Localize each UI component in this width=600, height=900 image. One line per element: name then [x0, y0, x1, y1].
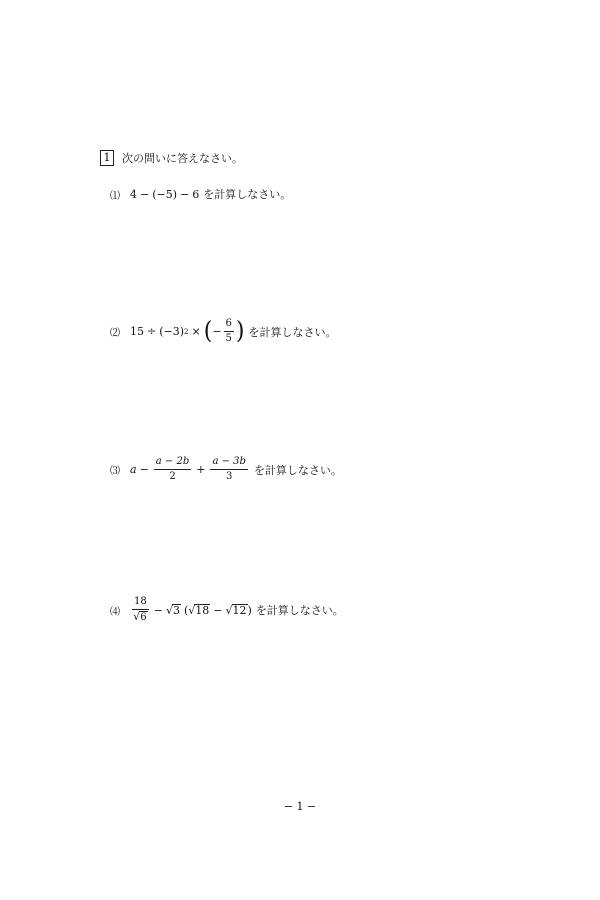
section-header [100, 150, 243, 166]
radical-sign: √ [133, 610, 141, 623]
left-paren: ( [203, 317, 213, 345]
numerator: 6 [224, 318, 234, 332]
denominator [133, 610, 147, 624]
term: 15 [130, 325, 144, 338]
radicand: 12 [232, 603, 247, 617]
math-expression [130, 456, 250, 483]
term: (−5) [152, 187, 178, 201]
square-root [166, 604, 181, 617]
square-root [226, 604, 248, 617]
question-4 [110, 596, 344, 624]
term: 4 [130, 187, 137, 201]
numerator: a − 2b [154, 456, 191, 470]
operator: × [191, 325, 201, 338]
operator: − [180, 187, 190, 201]
question-suffix: を計算しなさい。 [255, 604, 344, 617]
denominator: 5 [225, 333, 232, 344]
fraction [224, 318, 234, 345]
operator: − [139, 463, 149, 476]
left-paren: ( [183, 603, 189, 617]
math-expression [130, 596, 252, 624]
question-number: ⑶ [110, 466, 120, 477]
question-suffix: を計算しなさい。 [203, 188, 292, 201]
radical-sign: √ [225, 603, 233, 617]
radicand: 6 [140, 612, 147, 623]
right-paren: ) [247, 603, 252, 617]
fraction [154, 456, 191, 483]
radicand: 18 [195, 603, 210, 617]
term: 6 [192, 187, 200, 201]
operator: − [140, 187, 150, 201]
fraction [132, 596, 149, 624]
term: (−3) [159, 325, 185, 338]
question-3 [110, 456, 342, 483]
square-root [188, 604, 210, 617]
page-number: − 1 − [283, 800, 317, 813]
question-2 [110, 318, 337, 345]
question-number: ⑷ [110, 606, 120, 618]
operator: − [213, 603, 223, 617]
question-suffix: を計算しなさい。 [253, 463, 342, 477]
numerator: 18 [132, 596, 149, 610]
math-expression [130, 188, 199, 201]
denominator: 2 [169, 471, 176, 482]
numerator: a − 3b [210, 456, 247, 470]
question-suffix: を計算しなさい。 [248, 325, 337, 339]
square-root [133, 611, 147, 624]
section-instruction: 次の問いに答えなさい。 [122, 152, 243, 165]
section-number-box: 1 [100, 150, 114, 166]
radical-sign: √ [188, 603, 196, 617]
radical-sign: √ [165, 603, 173, 617]
operator: ÷ [147, 325, 157, 338]
denominator: 3 [226, 471, 233, 482]
operator: − [212, 325, 222, 338]
math-expression [130, 318, 245, 345]
term: a [130, 463, 137, 476]
operator: + [196, 463, 206, 476]
question-1 [110, 186, 291, 202]
question-number: ⑴ [110, 190, 120, 202]
exponent: 2 [184, 327, 189, 336]
fraction [210, 456, 247, 483]
right-paren: ) [235, 317, 245, 345]
question-number: ⑵ [110, 328, 120, 339]
radicand: 3 [172, 603, 180, 617]
operator: − [153, 603, 163, 617]
